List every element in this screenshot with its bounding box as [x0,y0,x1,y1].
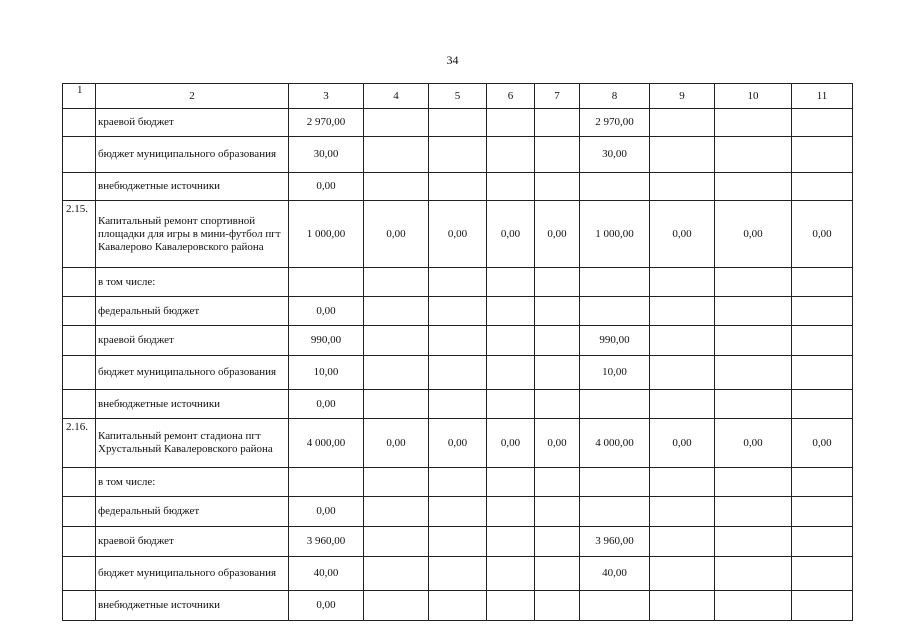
table-row [63,109,853,137]
amount-cell [715,173,792,201]
item-number-cell [63,390,96,419]
column-header: 9 [650,84,715,109]
amount-cell [715,557,792,591]
amount-cell [429,268,487,297]
amount-cell [487,390,535,419]
amount-cell: 0,00 [429,419,487,468]
amount-cell: 0,00 [535,419,580,468]
amount-cell [487,527,535,557]
amount-cell [364,109,429,137]
amount-cell [792,268,853,297]
amount-cell [580,390,650,419]
item-number-cell [63,527,96,557]
budget-table [62,83,853,621]
amount-cell: 990,00 [580,326,650,356]
amount-cell [429,173,487,201]
amount-cell: 0,00 [364,201,429,268]
amount-cell [650,527,715,557]
amount-cell [429,468,487,497]
amount-cell: 2 970,00 [289,109,364,137]
amount-cell [429,356,487,390]
amount-cell [792,109,853,137]
amount-cell [429,497,487,527]
amount-cell: 40,00 [289,557,364,591]
table-row [63,326,853,356]
amount-cell [792,557,853,591]
amount-cell [715,137,792,173]
amount-cell: 0,00 [650,201,715,268]
table-row [63,137,853,173]
table-row [63,527,853,557]
item-number-cell: 2.15. [63,201,96,268]
amount-cell: 1 000,00 [580,201,650,268]
amount-cell [364,390,429,419]
amount-cell [364,497,429,527]
amount-cell: 2 970,00 [580,109,650,137]
amount-cell: 0,00 [487,201,535,268]
amount-cell [792,173,853,201]
amount-cell: 0,00 [289,173,364,201]
amount-cell [535,137,580,173]
item-number-cell [63,109,96,137]
amount-cell: 0,00 [650,419,715,468]
amount-cell [535,268,580,297]
amount-cell [715,297,792,326]
amount-cell: 0,00 [535,201,580,268]
amount-cell: 0,00 [792,201,853,268]
amount-cell [792,468,853,497]
amount-cell [792,356,853,390]
amount-cell [792,390,853,419]
amount-cell [715,591,792,621]
amount-cell: 0,00 [289,591,364,621]
amount-cell [650,297,715,326]
column-header: 8 [580,84,650,109]
column-header: 3 [289,84,364,109]
amount-cell [487,326,535,356]
amount-cell [580,497,650,527]
column-header: 5 [429,84,487,109]
amount-cell [715,109,792,137]
item-number-cell: 2.16. [63,419,96,468]
item-number-cell [63,137,96,173]
table-row [63,390,853,419]
amount-cell: 0,00 [792,419,853,468]
item-number-cell [63,356,96,390]
column-header: 10 [715,84,792,109]
amount-cell: 40,00 [580,557,650,591]
item-number-cell [63,591,96,621]
item-name-cell: Капитальный ремонт спортивной площадки для игры в мини-футбол пгт Кавалерово Кавалеровского района [96,201,289,268]
item-name-cell: краевой бюджет [96,109,289,137]
item-number-cell [63,557,96,591]
item-number-cell [63,326,96,356]
amount-cell [487,497,535,527]
item-name-cell: краевой бюджет [96,527,289,557]
amount-cell: 0,00 [429,201,487,268]
amount-cell [535,527,580,557]
amount-cell [650,497,715,527]
column-header: 11 [792,84,853,109]
column-header: 4 [364,84,429,109]
amount-cell [715,356,792,390]
amount-cell [429,109,487,137]
amount-cell [289,268,364,297]
item-number-cell [63,268,96,297]
amount-cell [715,468,792,497]
amount-cell [650,109,715,137]
amount-cell [364,591,429,621]
amount-cell: 3 960,00 [580,527,650,557]
item-name-cell: федеральный бюджет [96,297,289,326]
column-header: 6 [487,84,535,109]
amount-cell [429,557,487,591]
amount-cell: 10,00 [580,356,650,390]
header-row [63,84,853,109]
amount-cell [487,268,535,297]
amount-cell [429,591,487,621]
amount-cell: 0,00 [289,390,364,419]
item-name-cell: бюджет муниципального образования [96,557,289,591]
amount-cell [364,268,429,297]
table-row [63,173,853,201]
table-row [63,297,853,326]
item-name-cell: краевой бюджет [96,326,289,356]
item-name-cell: федеральный бюджет [96,497,289,527]
amount-cell [364,326,429,356]
amount-cell: 0,00 [364,419,429,468]
amount-cell [715,390,792,419]
column-header: 7 [535,84,580,109]
amount-cell [650,468,715,497]
amount-cell [364,557,429,591]
amount-cell [792,297,853,326]
amount-cell [289,468,364,497]
table-row [63,419,853,468]
amount-cell: 4 000,00 [289,419,364,468]
amount-cell [792,137,853,173]
amount-cell [429,326,487,356]
amount-cell [792,591,853,621]
amount-cell [364,527,429,557]
table-row [63,591,853,621]
amount-cell [535,326,580,356]
amount-cell [650,268,715,297]
amount-cell [487,137,535,173]
amount-cell [487,356,535,390]
amount-cell [792,326,853,356]
table-row [63,468,853,497]
amount-cell [715,497,792,527]
amount-cell: 4 000,00 [580,419,650,468]
amount-cell [580,468,650,497]
amount-cell: 0,00 [715,201,792,268]
table-row [63,557,853,591]
amount-cell [650,356,715,390]
amount-cell [715,527,792,557]
amount-cell: 0,00 [715,419,792,468]
amount-cell: 0,00 [487,419,535,468]
item-name-cell: в том числе: [96,268,289,297]
amount-cell [364,356,429,390]
amount-cell: 990,00 [289,326,364,356]
amount-cell [487,109,535,137]
item-name-cell: внебюджетные источники [96,390,289,419]
amount-cell [535,356,580,390]
table-row [63,497,853,527]
table-row [63,356,853,390]
amount-cell [535,468,580,497]
amount-cell [715,268,792,297]
amount-cell [535,173,580,201]
item-name-cell: внебюджетные источники [96,173,289,201]
table-row [63,201,853,268]
amount-cell [792,527,853,557]
amount-cell [650,557,715,591]
item-number-cell [63,173,96,201]
amount-cell [535,109,580,137]
table-body [63,84,853,621]
amount-cell [580,591,650,621]
amount-cell [487,591,535,621]
amount-cell [535,297,580,326]
amount-cell [487,173,535,201]
item-name-cell: бюджет муниципального образования [96,137,289,173]
amount-cell [650,137,715,173]
item-name-cell: Капитальный ремонт стадиона пгт Хрустальный Кавалеровского района [96,419,289,468]
amount-cell: 10,00 [289,356,364,390]
item-name-cell: в том числе: [96,468,289,497]
amount-cell [535,557,580,591]
amount-cell [580,173,650,201]
amount-cell [364,468,429,497]
amount-cell [429,527,487,557]
amount-cell: 0,00 [289,497,364,527]
amount-cell [650,591,715,621]
amount-cell [580,297,650,326]
amount-cell: 30,00 [289,137,364,173]
amount-cell [650,173,715,201]
amount-cell [429,137,487,173]
page-number: 34 [446,53,459,67]
amount-cell [535,591,580,621]
item-number-cell [63,497,96,527]
amount-cell [429,297,487,326]
item-number-cell [63,468,96,497]
amount-cell [792,497,853,527]
table-row [63,268,853,297]
amount-cell [487,557,535,591]
item-name-cell: внебюджетные источники [96,591,289,621]
amount-cell [535,390,580,419]
item-name-cell: бюджет муниципального образования [96,356,289,390]
amount-cell: 1 000,00 [289,201,364,268]
amount-cell [650,326,715,356]
amount-cell [715,326,792,356]
amount-cell [364,173,429,201]
amount-cell [364,297,429,326]
amount-cell: 30,00 [580,137,650,173]
amount-cell: 3 960,00 [289,527,364,557]
amount-cell [487,468,535,497]
item-number-cell [63,297,96,326]
amount-cell: 0,00 [289,297,364,326]
amount-cell [429,390,487,419]
column-header: 2 [96,84,289,109]
column-header: 1 [63,84,96,109]
amount-cell [535,497,580,527]
amount-cell [650,390,715,419]
amount-cell [364,137,429,173]
amount-cell [487,297,535,326]
amount-cell [580,268,650,297]
